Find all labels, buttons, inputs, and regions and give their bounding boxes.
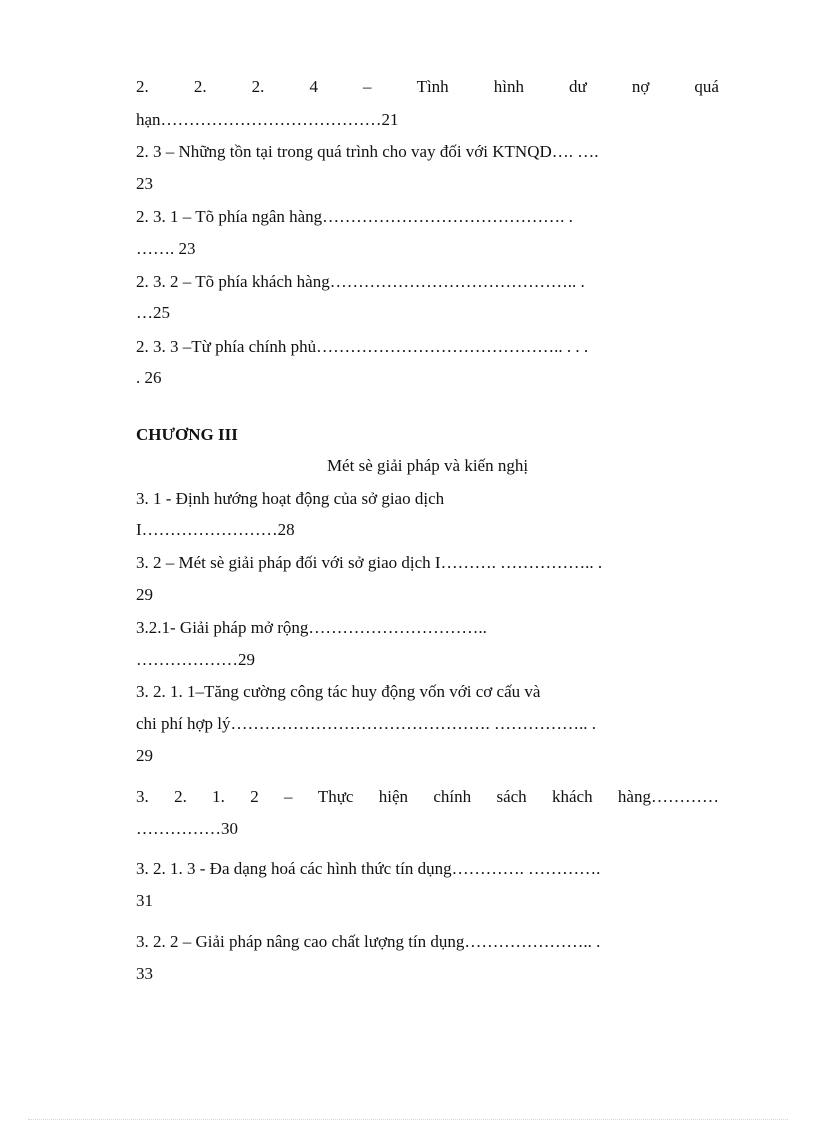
chapter-heading: CHƯƠNG III [136, 425, 238, 444]
toc-entry-3-1-page: I……………………28 [136, 520, 295, 539]
word: nợ [631, 77, 650, 96]
toc-entry-2-2-2-4 [136, 76, 719, 98]
toc-entry-3-2-1-3: 3. 2. 1. 3 - Đa dạng hoá các hình thức tín dụng…………. …………. [136, 859, 601, 878]
toc-entry-3-2: 3. 2 – Mét sè giải pháp đối với sở giao dịch I………. …………….. . [136, 553, 603, 572]
toc-entry-2-3-3: 2. 3. 3 –Từ phía chính phủ…………………………………….. . . . [136, 337, 589, 356]
toc-entry-3-2-1-2-continuation: ……………30 [136, 819, 238, 838]
word: hiện [378, 787, 409, 806]
footer-dotted-rule [28, 1119, 788, 1120]
word: sách [496, 787, 527, 806]
word: Thực [317, 787, 354, 806]
toc-entry-3-2-1-2 [136, 786, 719, 808]
toc-entry-3-2-page: 29 [136, 585, 153, 604]
chapter-subtitle: Mét sè giải pháp và kiến nghị [326, 456, 529, 475]
toc-entry-3-2-1-3-page: 31 [136, 891, 153, 910]
word: 2 [250, 787, 259, 806]
toc-entry-2-3: 2. 3 – Những tồn tại trong quá trình cho vay đối với KTNQD…. …. [136, 142, 599, 161]
word: 4 [309, 77, 318, 96]
word: – [363, 77, 372, 96]
toc-entry-2-3-2: 2. 3. 2 – Tõ phía khách hàng…………………………………….. . [136, 272, 585, 291]
toc-entry-2-3-1: 2. 3. 1 – Tõ phía ngân hàng……………………………………. . [136, 207, 573, 226]
word: dư [569, 77, 587, 96]
toc-entry-2-3-page: 23 [136, 174, 153, 193]
toc-entry-3-1: 3. 1 - Định hướng hoạt động của sở giao dịch [136, 489, 445, 508]
toc-entry-3-2-1-1-page: 29 [136, 746, 153, 765]
word: 2. [174, 787, 187, 806]
word: hình [493, 77, 524, 96]
word: khách [552, 787, 593, 806]
toc-entry-2-3-1-page: ……. 23 [136, 239, 196, 258]
toc-entry-2-3-3-page: . 26 [136, 368, 162, 387]
toc-entry-3-2-1-1-continuation: chi phí hợp lý………………………………………. …………….. . [136, 714, 596, 733]
toc-entry-3-2-1-page: ………………29 [136, 650, 255, 669]
word: – [284, 787, 293, 806]
toc-entry-3-2-1: 3.2.1- Giải pháp mở rộng………………………….. [136, 618, 487, 637]
word: hàng………… [617, 787, 719, 806]
word: 2. [251, 77, 265, 96]
toc-entry-2-3-2-page: …25 [136, 303, 170, 322]
word: quá [694, 77, 719, 96]
word: 2. [136, 77, 149, 96]
word: 1. [212, 787, 225, 806]
toc-entry-3-2-2-page: 33 [136, 964, 153, 983]
word: 3. [136, 787, 149, 806]
toc-entry-3-2-1-1: 3. 2. 1. 1–Tăng cường công tác huy động vốn với cơ cấu và [136, 682, 541, 701]
word: Tình [416, 77, 449, 96]
toc-entry-3-2-2: 3. 2. 2 – Giải pháp nâng cao chất lượng tín dụng………………….. . [136, 932, 601, 951]
word: 2. [193, 77, 207, 96]
word: chính [433, 787, 472, 806]
toc-entry-2-2-2-4-continuation: hạn…………………………………21 [136, 110, 399, 129]
